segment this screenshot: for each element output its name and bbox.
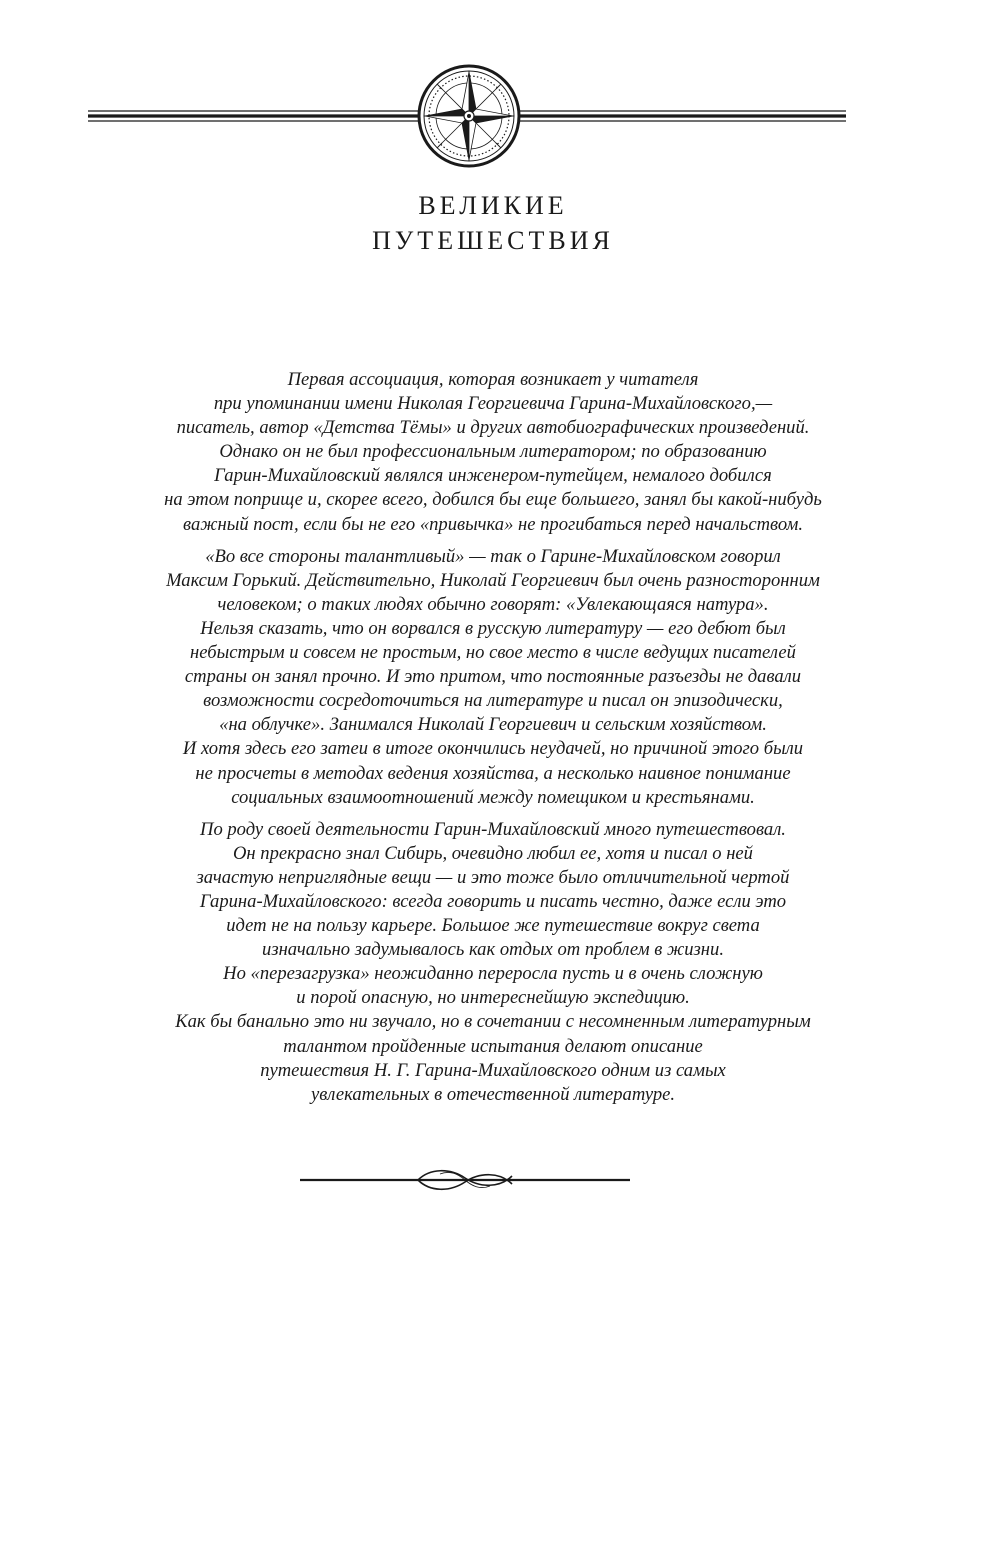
- text-line: человеком; о таких людях обычно говорят: «Увлекающаяся натура».: [217, 593, 769, 615]
- text-line: важный пост, если бы не его «привычка» не прогибаться перед начальством.: [183, 513, 803, 535]
- text-line: на этом поприще и, скорее всего, добился бы еще большего, занял бы какой-нибудь: [164, 489, 822, 511]
- introduction-text: [95, 368, 891, 1115]
- paragraph: [95, 368, 891, 537]
- text-line: Как бы банально это ни звучало, но в сочетании с несомненным литературным: [175, 1011, 811, 1033]
- compass-rose-icon: [419, 66, 519, 166]
- text-line: Он прекрасно знал Сибирь, очевидно любил ее, хотя и писал о ней: [233, 842, 753, 864]
- text-line: и порой опасную, но интереснейшую экспедицию.: [296, 987, 690, 1009]
- text-line: не просчеты в методах ведения хозяйства, а несколько наивное понимание: [195, 762, 791, 784]
- text-line: И хотя здесь его затеи в итоге окончились неудачей, но причиной этого были: [182, 738, 804, 760]
- text-line: По роду своей деятельности Гарин-Михайловский много путешествовал.: [200, 818, 786, 840]
- text-line: социальных взаимоотношений между помещиком и крестьянами.: [231, 786, 755, 808]
- text-line: идет не на пользу карьере. Большое же путешествие вокруг света: [226, 915, 760, 937]
- text-line: зачастую неприглядные вещи — и это тоже было отличительной чертой: [196, 866, 790, 888]
- text-line: увлекательных в отечественной литературе.: [310, 1083, 676, 1105]
- flourish-divider-icon: [290, 1160, 640, 1200]
- text-line: путешествия Н. Г. Гарина-Михайловского одним из самых: [260, 1059, 726, 1081]
- header-rule-left: [88, 111, 418, 121]
- series-title-line-2: ПУТЕШЕСТВИЯ: [372, 226, 614, 255]
- text-line: «Во все стороны талантливый» — так о Гарине-Михайловском говорил: [205, 545, 781, 567]
- text-line: «на облучке». Занимался Николай Георгиевич и сельским хозяйством.: [219, 714, 767, 736]
- text-line: талантом пройденные испытания делают описание: [283, 1035, 703, 1057]
- text-line: небыстрым и совсем не простым, но свое место в числе ведущих писателей: [190, 642, 796, 664]
- text-line: писатель, автор «Детства Тёмы» и других автобиографических произведений.: [176, 417, 810, 439]
- text-line: Гарина-Михайловского: всегда говорить и писать честно, даже если это: [199, 890, 787, 912]
- header-ornament: [0, 0, 986, 180]
- paragraph: [95, 818, 891, 1107]
- paragraph: [95, 545, 891, 810]
- text-line: Однако он не был профессиональным литератором; по образованию: [219, 441, 767, 463]
- header-rule-right: [520, 111, 846, 121]
- text-line: страны он занял прочно. И это притом, что постоянные разъезды не давали: [184, 666, 802, 688]
- text-line: Максим Горький. Действительно, Николай Георгиевич был очень разносторонним: [166, 569, 820, 591]
- text-line: при упоминании имени Николая Георгиевича Гарина-Михайловского,—: [213, 393, 773, 415]
- text-line: Нельзя сказать, что он ворвался в русскую литературу — его дебют был: [200, 617, 786, 639]
- text-line: изначально задумывалось как отдых от проблем в жизни.: [262, 939, 724, 961]
- text-line: Гарин-Михайловский являлся инженером-путейцем, немалого добился: [214, 465, 772, 487]
- text-line: возможности сосредоточиться на литературе и писал он эпизодически,: [203, 690, 783, 712]
- series-title-line-1: ВЕЛИКИЕ: [418, 191, 568, 220]
- text-line: Но «перезагрузка» неожиданно переросла пусть и в очень сложную: [223, 963, 763, 985]
- series-title: [0, 188, 986, 258]
- text-line: Первая ассоциация, которая возникает у читателя: [287, 369, 699, 390]
